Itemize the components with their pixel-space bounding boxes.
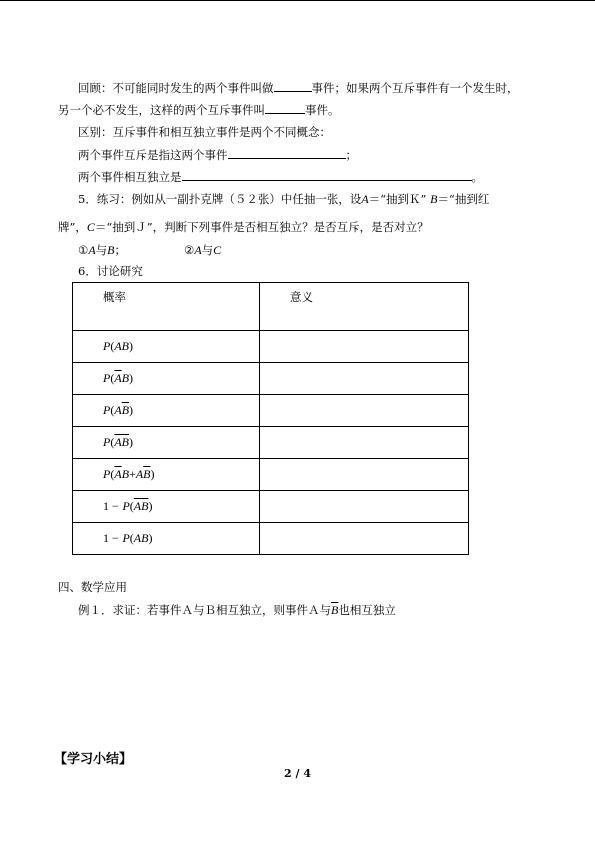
review-line-2 [58, 101, 340, 118]
event-a-def: ＝“抽到Ｋ” [368, 192, 427, 206]
difference-intro: 区别：互斥事件和相互独立事件是两个不同概念： [78, 125, 331, 139]
exercise-text-2: 牌”， [58, 220, 87, 234]
mutex-text: 两个事件互斥是指这两个事件 [78, 148, 228, 162]
table-row [73, 363, 469, 395]
top-rule [0, 0, 595, 1]
formula-p-notA-b: $P(\overline{A}B)$ [73, 363, 260, 395]
event-c-def: ＝“抽到Ｊ”，判断下列事件是否相互独立？是否互斥，是否对立？ [94, 220, 429, 234]
formula-p-a-notB: $P(A\overline{B})$ [73, 395, 260, 427]
example-1-end: 也相互独立 [338, 603, 396, 617]
meaning-cell[interactable] [260, 459, 469, 491]
event-a: A [361, 192, 369, 206]
formula-p-ab: P(AB) [73, 331, 260, 363]
example-1-text: 例１．求证：若事件Ａ与Ｂ相互独立，则事件Ａ与 [78, 603, 331, 617]
meaning-cell[interactable] [260, 427, 469, 459]
indep-text: 两个事件相互独立是 [78, 170, 182, 184]
event-b: B [430, 192, 438, 206]
exercise-text-1: 5．练习：例如从一副扑克牌（５２张）中任抽一张，设 [78, 192, 362, 206]
meaning-cell[interactable] [260, 491, 469, 523]
formula-p-sum: $P(\overline{A}B+A\overline{B})$ [73, 459, 260, 491]
blank-independence-definition[interactable] [182, 168, 472, 181]
exercise-question-1 [78, 242, 126, 258]
q1-a: A [88, 243, 96, 257]
meaning-cell[interactable] [260, 395, 469, 427]
meaning-cell[interactable] [260, 523, 469, 555]
exercise-line-2 [58, 219, 429, 235]
q2-and: 与 [201, 243, 214, 257]
review-text-1: 回顾：不可能同时发生的两个事件叫做 [78, 81, 274, 95]
q2-c: C [213, 243, 222, 257]
example-1 [78, 602, 396, 618]
q1-num: ① [78, 243, 89, 257]
review-text-3: 另一个必不发生，这样的两个互斥事件叫 [58, 103, 265, 117]
example-1-notB: $\overline{B}$ [331, 603, 339, 617]
exercise-question-2 [184, 242, 221, 258]
header-probability: 概率 [73, 283, 260, 331]
formula-one-minus-p-notAB: $1 - P(\overline{AB})$ [73, 491, 260, 523]
review-line-1 [78, 79, 519, 96]
q2-num: ② [184, 243, 195, 257]
applications-heading: 四、数学应用 [58, 580, 127, 594]
event-b-def: ＝“抽到红 [437, 192, 490, 206]
q1-end: ； [114, 243, 126, 257]
mutex-definition-line [78, 146, 357, 163]
learning-summary-heading: 【学习小结】 [54, 752, 133, 767]
table-row [73, 395, 469, 427]
exercise-line-1 [78, 191, 489, 207]
meaning-cell[interactable] [260, 331, 469, 363]
review-text-2: 事件；如果两个互斥事件有一个发生时， [311, 81, 519, 95]
blank-complementary[interactable] [265, 101, 305, 114]
review-text-4: 事件。 [305, 103, 340, 117]
q1-b: B [107, 243, 115, 257]
q2-a: A [194, 243, 202, 257]
header-meaning: 意义 [260, 283, 469, 331]
table-row [73, 491, 469, 523]
discussion-title: 6．讨论研究 [78, 264, 143, 278]
probability-table [72, 282, 469, 555]
table-row [73, 523, 469, 555]
meaning-cell[interactable] [260, 363, 469, 395]
blank-mutex-definition[interactable] [228, 146, 346, 159]
formula-one-minus-p-ab: 1 − P(AB) [73, 523, 260, 555]
table-row [73, 427, 469, 459]
table-row [73, 331, 469, 363]
blank-mutually-exclusive[interactable] [274, 79, 312, 92]
event-c: C [86, 220, 95, 234]
independence-definition-line [78, 168, 483, 185]
indep-end: 。 [471, 170, 483, 184]
table-row [73, 459, 469, 491]
formula-p-notA-notB: $P(\overline{AB})$ [73, 427, 260, 459]
q1-and: 与 [95, 243, 108, 257]
mutex-end: ； [345, 148, 357, 162]
page-number: 2 / 4 [284, 767, 311, 780]
table-header-row [73, 283, 469, 331]
